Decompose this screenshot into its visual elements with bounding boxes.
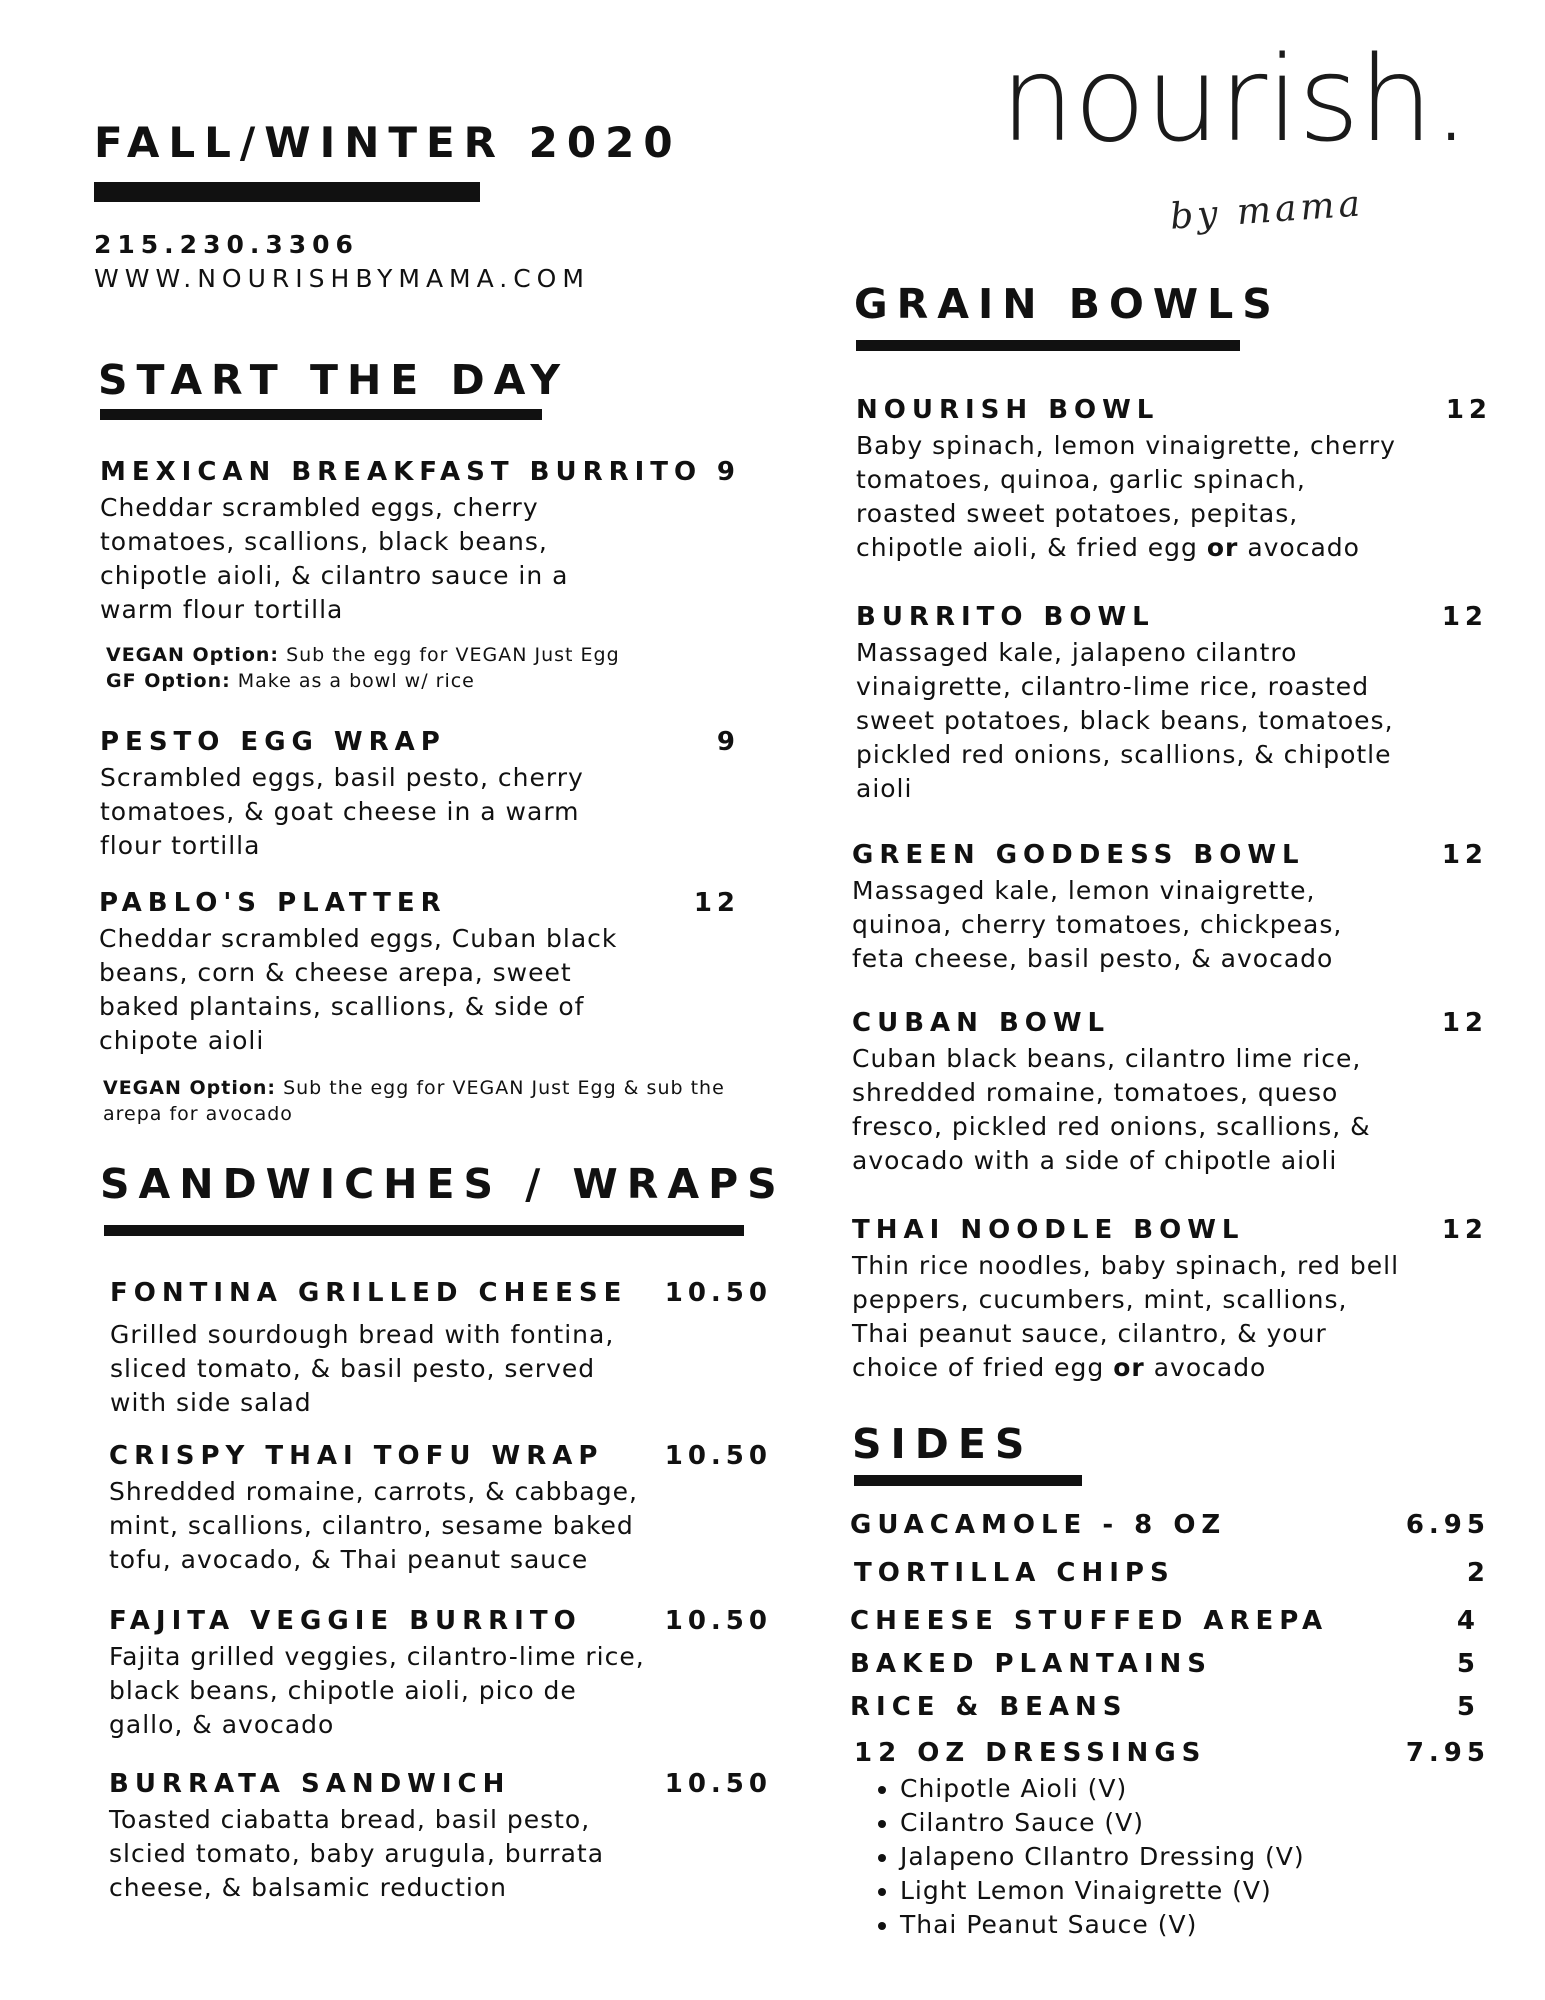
- item-description: Scrambled eggs, basil pesto, cherry tomatoes, & goat cheese in a warm flour tortilla: [100, 763, 584, 860]
- menu-item: [99, 888, 740, 1058]
- side-item: [850, 1510, 1490, 1550]
- item-description-or: or: [1113, 1353, 1145, 1382]
- logo-wordmark: nourish.: [1000, 30, 1469, 168]
- item-price: 5: [1456, 1649, 1480, 1679]
- item-price: 12: [1441, 840, 1488, 870]
- item-diet-note: [103, 1075, 743, 1127]
- gf-option-text: Make as a bowl w/ rice: [230, 670, 475, 692]
- item-name: 12 OZ DRESSINGS: [854, 1738, 1207, 1768]
- item-name: GREEN GODDESS BOWL: [852, 840, 1305, 870]
- menu-item: [852, 1008, 1490, 1178]
- item-name: BAKED PLANTAINS: [850, 1649, 1212, 1679]
- section-divider: [856, 340, 1240, 351]
- item-description: Cheddar scrambled eggs, cherry tomatoes, scallions, black beans, chipotle aioli, & cilantro sauce in a warm flour tortilla: [100, 493, 569, 624]
- item-name: CRISPY THAI TOFU WRAP: [109, 1441, 604, 1471]
- menu-item: [856, 602, 1492, 806]
- section-divider: [100, 409, 542, 420]
- section-title-start-the-day: START THE DAY: [98, 356, 570, 404]
- item-name: THAI NOODLE BOWL: [852, 1215, 1245, 1245]
- item-name: PESTO EGG WRAP: [100, 727, 446, 757]
- list-item: • Thai Peanut Sauce (V): [900, 1908, 1305, 1942]
- item-price: 5: [1456, 1692, 1480, 1722]
- item-name: PABLO'S PLATTER: [99, 888, 447, 918]
- item-name: RICE & BEANS: [850, 1692, 1128, 1722]
- item-price: 12: [1441, 602, 1488, 632]
- item-description: Fajita grilled veggies, cilantro-lime rice, black beans, chipotle aioli, pico de gallo, & avocado: [109, 1642, 645, 1739]
- menu-item: [852, 840, 1490, 976]
- list-item: • Chipotle Aioli (V): [900, 1772, 1305, 1806]
- item-description: Cuban black beans, cilantro lime rice, shredded romaine, tomatoes, queso fresco, pickled red onions, scallions, & avocado with a side of chipotle aioli: [852, 1044, 1371, 1175]
- vegan-option-label: VEGAN Option:: [103, 1077, 277, 1099]
- item-name: CUBAN BOWL: [852, 1008, 1111, 1038]
- item-name: CHEESE STUFFED AREPA: [850, 1606, 1329, 1636]
- item-name: TORTILLA CHIPS: [854, 1558, 1175, 1588]
- logo-tagline: by mama: [1168, 183, 1366, 238]
- vegan-option-label: VEGAN Option:: [106, 644, 280, 666]
- item-price: 12: [1445, 395, 1492, 425]
- item-price: 10.50: [664, 1441, 772, 1471]
- item-description-end: avocado: [1238, 533, 1360, 562]
- menu-item: [109, 1606, 772, 1742]
- item-description: Massaged kale, lemon vinaigrette, quinoa, cherry tomatoes, chickpeas, feta cheese, basil pesto, & avocado: [852, 876, 1343, 973]
- item-description: Baby spinach, lemon vinaigrette, cherry tomatoes, quinoa, garlic spinach, roasted sweet potatoes, pepitas, chipotle aioli, & fried egg: [856, 431, 1396, 562]
- menu-item: [852, 1215, 1490, 1385]
- item-price: 10.50: [664, 1769, 772, 1799]
- season-title: FALL/WINTER 2020: [94, 118, 682, 167]
- side-item: [850, 1649, 1490, 1689]
- list-item: • Jalapeno CIlantro Dressing (V): [900, 1840, 1305, 1874]
- item-price: 2: [1466, 1558, 1490, 1588]
- item-name: BURRATA SANDWICH: [109, 1769, 511, 1799]
- item-price: 9: [716, 727, 740, 757]
- item-price: 12: [1441, 1215, 1488, 1245]
- item-description: Shredded romaine, carrots, & cabbage, mint, scallions, cilantro, sesame baked tofu, avocado, & Thai peanut sauce: [109, 1477, 638, 1574]
- item-price: 12: [693, 888, 740, 918]
- dressings-list: [862, 1772, 1305, 1942]
- item-name: FONTINA GRILLED CHEESE: [110, 1278, 628, 1308]
- item-price: 9: [716, 457, 740, 487]
- item-name: MEXICAN BREAKFAST BURRITO: [100, 457, 703, 487]
- section-title-sandwiches: SANDWICHES / WRAPS: [100, 1160, 786, 1208]
- item-description: Toasted ciabatta bread, basil pesto, slcied tomato, baby arugula, burrata cheese, & balsamic reduction: [109, 1805, 605, 1902]
- menu-item: [100, 457, 740, 627]
- season-divider: [94, 182, 480, 202]
- item-price: 12: [1441, 1008, 1488, 1038]
- menu-item: [100, 727, 740, 863]
- list-item: • Cilantro Sauce (V): [900, 1806, 1305, 1840]
- item-description: Cheddar scrambled eggs, Cuban black beans, corn & cheese arepa, sweet baked plantains, scallions, & side of chipote aioli: [99, 924, 618, 1055]
- section-title-sides: SIDES: [852, 1420, 1034, 1468]
- item-price: 4: [1456, 1606, 1480, 1636]
- side-item: [850, 1606, 1490, 1646]
- gf-option-label: GF Option:: [106, 670, 231, 692]
- item-price: 10.50: [664, 1606, 772, 1636]
- menu-item: [109, 1769, 772, 1905]
- item-diet-note: [106, 642, 746, 694]
- item-description: Massaged kale, jalapeno cilantro vinaigrette, cilantro-lime rice, roasted sweet potatoes, black beans, tomatoes, pickled red onions, scallions, & chipotle aioli: [856, 638, 1394, 803]
- side-item: [850, 1692, 1490, 1732]
- item-name: NOURISH BOWL: [856, 395, 1160, 425]
- item-description: Grilled sourdough bread with fontina, sliced tomato, & basil pesto, served with side salad: [110, 1320, 615, 1417]
- item-description: Thin rice noodles, baby spinach, red bell peppers, cucumbers, mint, scallions, Thai peanut sauce, cilantro, & your choice of fried egg: [852, 1251, 1400, 1382]
- section-divider: [104, 1225, 744, 1236]
- item-name: FAJITA VEGGIE BURRITO: [109, 1606, 582, 1636]
- phone-number: 215.230.3306: [94, 230, 359, 259]
- item-name: GUACAMOLE - 8 OZ: [850, 1510, 1227, 1540]
- website-url: WWW.NOURISHBYMAMA.COM: [94, 264, 590, 293]
- section-divider: [854, 1475, 1082, 1486]
- list-item: • Light Lemon Vinaigrette (V): [900, 1874, 1305, 1908]
- menu-item: [109, 1441, 772, 1577]
- section-title-grain-bowls: GRAIN BOWLS: [854, 280, 1281, 328]
- item-price: 6.95: [1405, 1510, 1490, 1540]
- item-description-end: avocado: [1144, 1353, 1267, 1382]
- item-price: 10.50: [664, 1278, 772, 1308]
- item-description-or: or: [1206, 533, 1239, 562]
- side-item: [850, 1558, 1490, 1598]
- menu-item: [110, 1278, 772, 1420]
- item-price: 7.95: [1405, 1738, 1490, 1768]
- vegan-option-text: Sub the egg for VEGAN Just Egg & sub the arepa for avocado: [103, 1077, 725, 1125]
- menu-item: [856, 395, 1492, 565]
- item-name: BURRITO BOWL: [856, 602, 1155, 632]
- vegan-option-text: Sub the egg for VEGAN Just Egg: [279, 644, 620, 666]
